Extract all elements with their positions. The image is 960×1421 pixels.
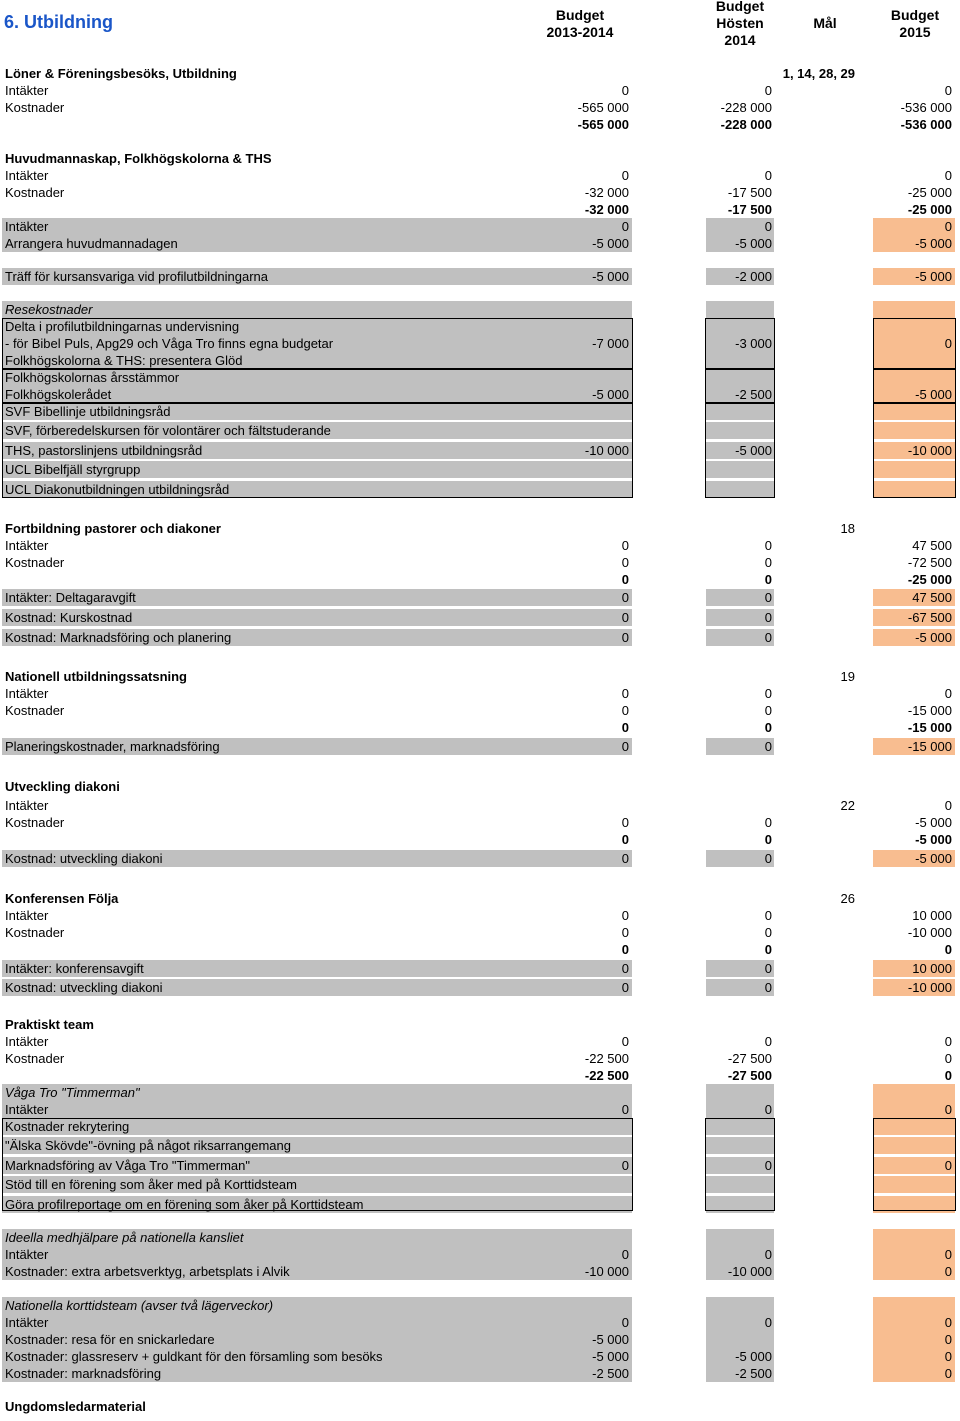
row-label: Ideella medhjälpare på nationella kansliet — [5, 1230, 244, 1245]
row-shade — [2, 1101, 632, 1118]
row-label: THS, pastorslinjens utbildningsråd — [5, 443, 203, 458]
row-label: Kostnader rekrytering — [5, 1119, 130, 1134]
cell-value: 0 — [621, 1315, 629, 1330]
cell-value: 0 — [621, 572, 629, 587]
cell-value: 0 — [944, 168, 952, 183]
cell-value: 0 — [621, 538, 629, 553]
cell-value: 0 — [944, 1247, 952, 1262]
row-label: Nationell utbildningssatsning — [5, 669, 187, 684]
row-label: Intäkter — [5, 1247, 49, 1262]
group-border — [873, 403, 956, 498]
cell-value: 0 — [621, 961, 629, 976]
row-label: Löner & Föreningsbesöks, Utbildning — [5, 66, 237, 81]
group-border — [2, 1118, 633, 1211]
row-label: Intäkter — [5, 1102, 49, 1117]
cell-value: 0 — [621, 1158, 629, 1173]
cell-value: -27 500 — [727, 1068, 772, 1083]
cell-value: 0 — [944, 83, 952, 98]
cell-value: 0 — [621, 908, 629, 923]
cell-value: 0 — [944, 1068, 952, 1083]
cell-value: -22 500 — [584, 1051, 629, 1066]
cell-value: 0 — [621, 83, 629, 98]
row-shade-2015 — [873, 218, 955, 235]
row-shade-2015 — [873, 1084, 955, 1101]
cell-value: 0 — [764, 739, 772, 754]
cell-value: 0 — [764, 815, 772, 830]
cell-value: 0 — [621, 815, 629, 830]
row-shade — [706, 301, 774, 318]
cell-value: 47 500 — [912, 538, 952, 553]
cell-value: 0 — [764, 538, 772, 553]
cell-value: 0 — [621, 980, 629, 995]
cell-value: -32 000 — [584, 202, 629, 217]
row-label: Folkhögskolornas årsstämmor — [5, 370, 180, 385]
row-label: Fortbildning pastorer och diakoner — [5, 521, 221, 536]
cell-value: -5 000 — [915, 832, 952, 847]
group-border — [705, 369, 775, 403]
header-mal: Mål — [813, 15, 837, 31]
cell-value: 0 — [621, 942, 629, 957]
row-label: Stöd till en förening som åker med på Korttidsteam — [5, 1177, 297, 1192]
row-label: Intäkter: Deltagaravgift — [5, 590, 136, 605]
row-label: Nationella korttidsteam (avser två lägerveckor) — [5, 1298, 274, 1313]
cell-value: -5 000 — [915, 630, 952, 645]
group-border — [2, 403, 633, 498]
cell-value: -228 000 — [720, 100, 772, 115]
cell-value: 0 — [764, 630, 772, 645]
cell-value: 0 — [764, 1247, 772, 1262]
cell-value: 0 — [944, 1051, 952, 1066]
row-shade — [2, 1314, 632, 1331]
cell-value: 0 — [944, 1034, 952, 1049]
row-label: Intäkter — [5, 1315, 49, 1330]
row-shade-2015 — [873, 1246, 955, 1263]
cell-value: -22 500 — [584, 1068, 629, 1083]
cell-value: 0 — [621, 1102, 629, 1117]
cell-value: -5 000 — [915, 387, 952, 402]
row-shade — [2, 1246, 632, 1263]
row-shade-2015 — [873, 301, 955, 318]
row-label: Intäkter — [5, 1034, 49, 1049]
row-label: Kostnader: resa för en snickarledare — [5, 1332, 215, 1347]
header-budget-2015: Budget 2015 — [890, 7, 940, 40]
cell-value: 0 — [621, 720, 629, 735]
row-label: Kostnader — [5, 815, 65, 830]
row-label: Kostnader — [5, 1051, 65, 1066]
cell-value: -5 000 — [592, 236, 629, 251]
cell-value: -32 000 — [584, 185, 629, 200]
goal-label: 1, 14, 28, 29 — [782, 66, 855, 81]
cell-value: 0 — [764, 83, 772, 98]
row-label: SVF, förberedelskursen för volontärer och fältstuderande — [5, 423, 331, 438]
cell-value: 0 — [944, 1366, 952, 1381]
row-label: UCL Diakonutbildningen utbildningsråd — [5, 482, 230, 497]
row-shade-2015 — [873, 1331, 955, 1348]
goal-label: 26 — [840, 891, 855, 906]
goal-label: 19 — [840, 669, 855, 684]
row-label: Kostnad: utveckling diakoni — [5, 980, 163, 995]
cell-value: -5 000 — [735, 443, 772, 458]
cell-value: -228 000 — [720, 117, 772, 132]
row-shade-2015 — [873, 1229, 955, 1246]
cell-value: 47 500 — [912, 590, 952, 605]
row-label: Kostnad: utveckling diakoni — [5, 851, 163, 866]
row-label: Huvudmannaskap, Folkhögskolorna & THS — [5, 151, 272, 166]
cell-value: -2 500 — [735, 387, 772, 402]
group-border — [873, 318, 956, 369]
row-shade — [706, 1229, 774, 1246]
cell-value: 0 — [764, 219, 772, 234]
cell-value: 0 — [944, 686, 952, 701]
row-label: Intäkter — [5, 686, 49, 701]
row-label: Intäkter: konferensavgift — [5, 961, 144, 976]
row-label: Kostnader — [5, 703, 65, 718]
cell-value: 0 — [621, 590, 629, 605]
cell-value: -5 000 — [915, 815, 952, 830]
group-border — [873, 1118, 956, 1211]
cell-value: 0 — [621, 555, 629, 570]
group-border — [705, 403, 775, 498]
row-label: - för Bibel Puls, Apg29 och Våga Tro finns egna budgetar — [5, 336, 334, 351]
cell-value: -5 000 — [592, 1349, 629, 1364]
cell-value: 0 — [944, 336, 952, 351]
row-label: Utveckling diakoni — [5, 779, 120, 794]
row-label: Kostnader: marknadsföring — [5, 1366, 162, 1381]
cell-value: 22 — [840, 798, 855, 813]
cell-value: 0 — [621, 1247, 629, 1262]
cell-value: 0 — [764, 720, 772, 735]
cell-value: -565 000 — [577, 117, 629, 132]
cell-value: -5 000 — [592, 387, 629, 402]
group-border — [2, 369, 633, 403]
cell-value: -67 500 — [907, 610, 952, 625]
group-border — [2, 318, 633, 369]
cell-value: 0 — [621, 832, 629, 847]
row-label: Kostnader — [5, 555, 65, 570]
row-label: Kostnader — [5, 100, 65, 115]
row-label: Intäkter — [5, 168, 49, 183]
row-label: Arrangera huvudmannadagen — [5, 236, 178, 251]
cell-value: -10 000 — [907, 443, 952, 458]
cell-value: 0 — [764, 925, 772, 940]
row-label: Intäkter — [5, 83, 49, 98]
row-label: Intäkter — [5, 538, 49, 553]
row-label: Praktiskt team — [5, 1017, 94, 1032]
cell-value: 0 — [621, 686, 629, 701]
cell-value: -536 000 — [900, 117, 952, 132]
cell-value: -15 000 — [907, 739, 952, 754]
row-label: Ungdomsledarmaterial — [5, 1399, 146, 1414]
cell-value: -2 500 — [735, 1366, 772, 1381]
row-shade-2015 — [873, 1314, 955, 1331]
cell-value: -27 500 — [727, 1051, 772, 1066]
cell-value: 0 — [944, 1102, 952, 1117]
cell-value: 0 — [944, 1332, 952, 1347]
row-label: Våga Tro "Timmerman" — [5, 1085, 140, 1100]
cell-value: -565 000 — [577, 100, 629, 115]
header-budget-hosten: Budget Hösten 2014 — [715, 0, 765, 48]
cell-value: 0 — [764, 168, 772, 183]
cell-value: -5 000 — [915, 851, 952, 866]
row-shade-2015 — [873, 1297, 955, 1314]
row-label: Planeringskostnader, marknadsföring — [5, 739, 220, 754]
cell-value: -15 000 — [907, 703, 952, 718]
cell-value: 0 — [944, 942, 952, 957]
row-label: Konferensen Följa — [5, 891, 119, 906]
row-label: Delta i profilutbildningarnas undervisning — [5, 319, 240, 334]
cell-value: -3 000 — [735, 336, 772, 351]
cell-value: 0 — [621, 630, 629, 645]
cell-value: -5 000 — [592, 1332, 629, 1347]
cell-value: 0 — [764, 555, 772, 570]
row-shade — [706, 1084, 774, 1101]
row-shade — [2, 218, 632, 235]
cell-value: 0 — [764, 590, 772, 605]
cell-value: -536 000 — [900, 100, 952, 115]
group-border — [705, 1118, 775, 1211]
row-label: Folkhögskolorna & THS: presentera Glöd — [5, 353, 243, 368]
goal-label: 18 — [840, 521, 855, 536]
cell-value: 0 — [764, 572, 772, 587]
group-border — [873, 369, 956, 403]
row-label: Kostnad: Marknadsföring och planering — [5, 630, 232, 645]
row-label: "Älska Skövde"-övning på något riksarrangemang — [5, 1138, 291, 1153]
cell-value: 0 — [944, 1315, 952, 1330]
row-label: Intäkter — [5, 798, 49, 813]
cell-value: 0 — [621, 1034, 629, 1049]
cell-value: 0 — [764, 908, 772, 923]
cell-value: 0 — [764, 832, 772, 847]
cell-value: -10 000 — [907, 925, 952, 940]
cell-value: 0 — [764, 703, 772, 718]
header-budget-2013: Budget 2013-2014 — [546, 7, 614, 40]
row-shade-2015 — [873, 1101, 955, 1118]
cell-value: -7 000 — [592, 336, 629, 351]
page-title: 6. Utbildning — [4, 12, 113, 32]
cell-value: -5 000 — [735, 236, 772, 251]
cell-value: 0 — [764, 1102, 772, 1117]
cell-value: 0 — [621, 851, 629, 866]
row-shade — [706, 1297, 774, 1314]
cell-value: 0 — [764, 942, 772, 957]
cell-value: -5 000 — [735, 1349, 772, 1364]
row-label: Träff för kursansvariga vid profilutbildningarna — [5, 269, 269, 284]
row-label: Folkhögskolerådet — [5, 387, 112, 402]
cell-value: -5 000 — [915, 269, 952, 284]
cell-value: -17 500 — [727, 185, 772, 200]
cell-value: -5 000 — [915, 236, 952, 251]
cell-value: 0 — [944, 1158, 952, 1173]
cell-value: 0 — [764, 980, 772, 995]
cell-value: -10 000 — [727, 1264, 772, 1279]
cell-value: -2 500 — [592, 1366, 629, 1381]
cell-value: 0 — [621, 925, 629, 940]
row-label: Kostnader — [5, 925, 65, 940]
row-shade — [706, 1331, 774, 1348]
cell-value: 0 — [764, 851, 772, 866]
cell-value: 0 — [621, 703, 629, 718]
cell-value: 0 — [621, 610, 629, 625]
row-shade-2015 — [873, 1365, 955, 1382]
row-label: Resekostnader — [5, 302, 93, 317]
cell-value: -25 000 — [907, 185, 952, 200]
cell-value: 0 — [764, 610, 772, 625]
cell-value: -2 000 — [735, 269, 772, 284]
cell-value: 0 — [944, 1264, 952, 1279]
cell-value: 0 — [764, 686, 772, 701]
cell-value: 0 — [944, 219, 952, 234]
row-shade-2015 — [873, 1348, 955, 1365]
cell-value: -15 000 — [907, 720, 952, 735]
row-label: Intäkter — [5, 219, 49, 234]
cell-value: -5 000 — [592, 269, 629, 284]
cell-value: -10 000 — [584, 1264, 629, 1279]
cell-value: 0 — [764, 1315, 772, 1330]
cell-value: 0 — [944, 798, 952, 813]
row-label: Kostnader: glassreserv + guldkant för den församling som besöks — [5, 1349, 383, 1364]
row-label: SVF Bibellinje utbildningsråd — [5, 404, 171, 419]
cell-value: -17 500 — [727, 202, 772, 217]
cell-value: 10 000 — [912, 908, 952, 923]
row-label: Göra profilreportage om en förening som åker på Korttidsteam — [5, 1197, 364, 1212]
row-label: Intäkter — [5, 908, 49, 923]
cell-value: 0 — [621, 168, 629, 183]
cell-value: 0 — [764, 1158, 772, 1173]
row-shade-2015 — [873, 1263, 955, 1280]
cell-value: -10 000 — [584, 443, 629, 458]
cell-value: -10 000 — [907, 980, 952, 995]
cell-value: 0 — [764, 961, 772, 976]
cell-value: -72 500 — [907, 555, 952, 570]
row-label: Kostnader — [5, 185, 65, 200]
row-label: Marknadsföring av Våga Tro "Timmerman" — [5, 1158, 251, 1173]
cell-value: 0 — [621, 219, 629, 234]
row-label: Kostnad: Kurskostnad — [5, 610, 133, 625]
cell-value: 10 000 — [912, 961, 952, 976]
row-label: Kostnader: extra arbetsverktyg, arbetsplats i Alvik — [5, 1264, 290, 1279]
cell-value: -25 000 — [907, 202, 952, 217]
cell-value: -25 000 — [907, 572, 952, 587]
row-label: UCL Bibelfjäll styrgrupp — [5, 462, 141, 477]
cell-value: 0 — [621, 739, 629, 754]
cell-value: 0 — [944, 1349, 952, 1364]
group-border — [705, 318, 775, 369]
row-shade — [2, 301, 632, 318]
cell-value: 0 — [764, 1034, 772, 1049]
